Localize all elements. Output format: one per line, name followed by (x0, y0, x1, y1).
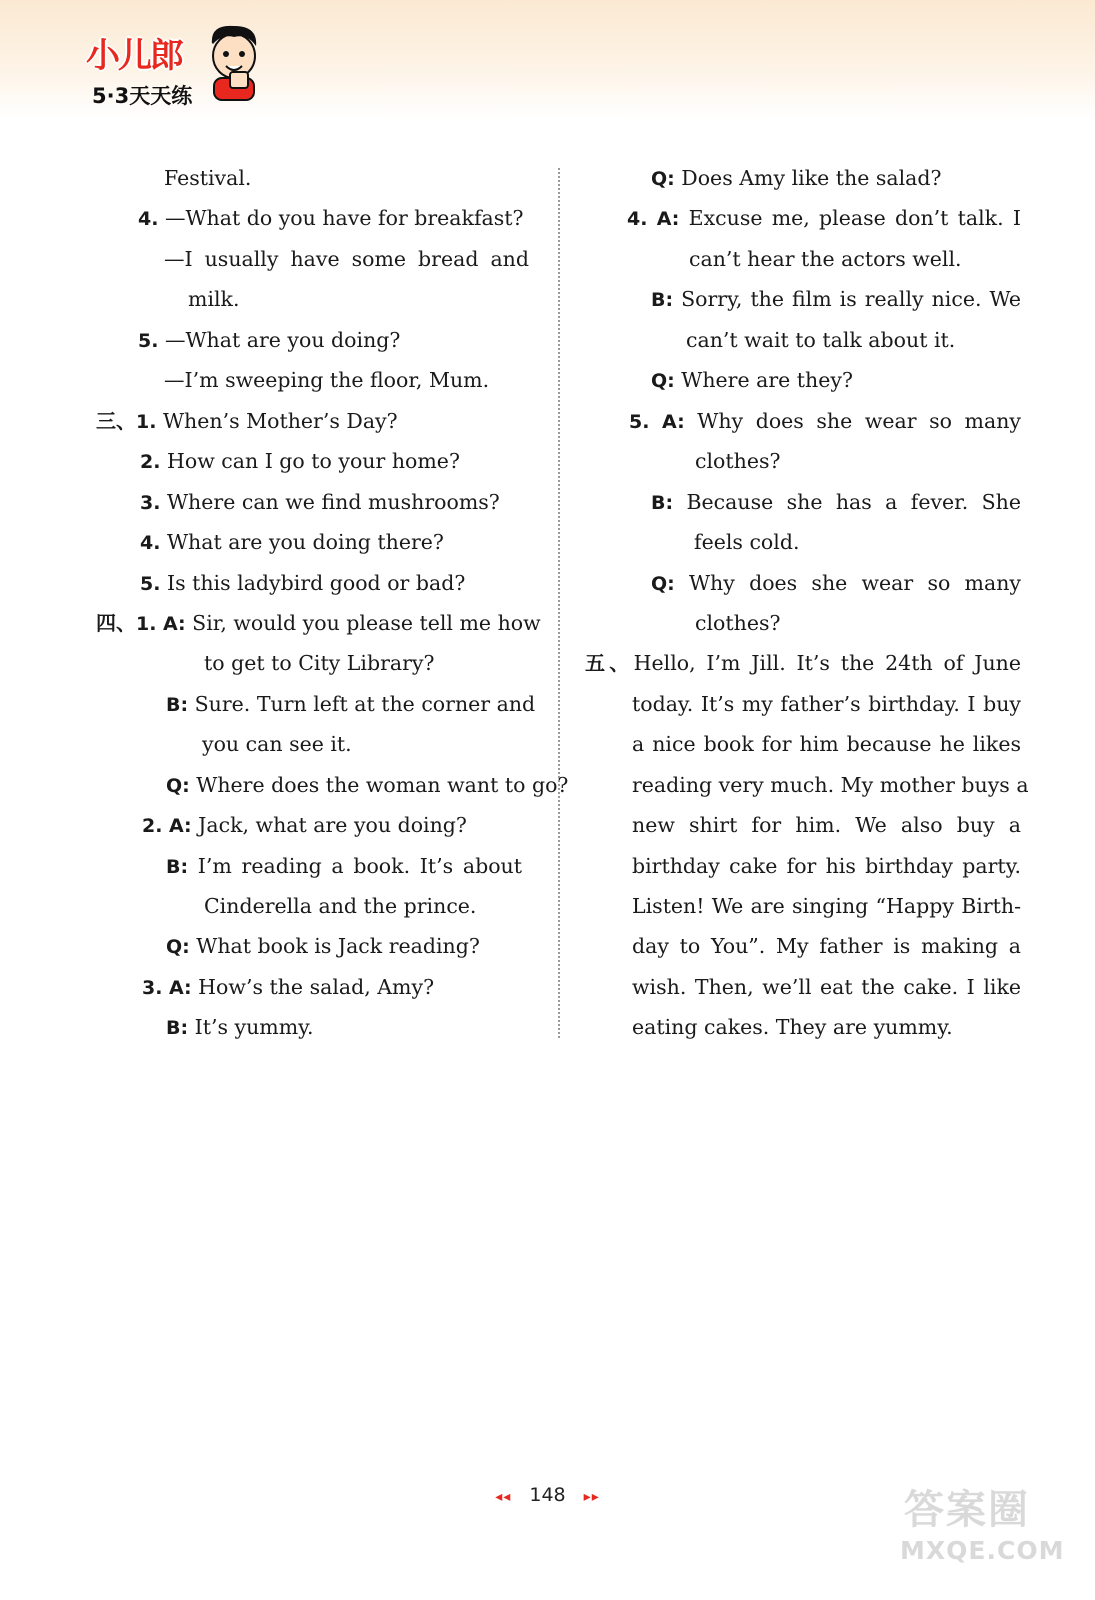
passage-line-10: eating cakes. They are yummy. (632, 1015, 953, 1039)
passage-line-3: a nice book for him because he likes (632, 732, 1021, 756)
section-3-item-1: 三、1. When’s Mother’s Day? (96, 409, 398, 433)
passage-line-6: birthday cake for his birthday party. (632, 854, 1021, 878)
q4-answer-1: —I usually have some bread and (164, 247, 529, 271)
passage-line-9: wish. Then, we’ll eat the cake. I like (632, 975, 1021, 999)
dialog-2-b-line-2: Cinderella and the prince. (204, 894, 477, 918)
next-arrows-icon: ▸▸ (583, 1489, 600, 1505)
site-watermark (900, 1478, 1070, 1578)
q4-prompt: 4. —What do you have for breakfast? (138, 206, 524, 230)
dialog-4-b-line-2: can’t wait to talk about it. (686, 328, 956, 352)
dialog-2-b-line-1: B: I’m reading a book. It’s about (166, 854, 522, 878)
dialog-1-a-line-2: to get to City Library? (204, 651, 435, 675)
dialog-4-a-line-2: can’t hear the actors well. (689, 247, 962, 271)
dialog-3-b: B: It’s yummy. (166, 1015, 314, 1039)
q5-answer: —I’m sweeping the floor, Mum. (164, 368, 490, 392)
prev-arrows-icon: ◂◂ (495, 1489, 512, 1505)
section-3-item-4: 4. What are you doing there? (140, 530, 444, 554)
dialog-1-b-line-2: you can see it. (202, 732, 352, 756)
passage-line-8: day to You”. My father is making a (632, 934, 1021, 958)
section-3-item-2: 2. How can I go to your home? (140, 449, 460, 473)
column-divider (558, 168, 560, 1038)
section-5-label: 五、 (585, 651, 634, 675)
passage-line-5: new shirt for him. We also buy a (632, 813, 1021, 837)
dialog-5-question-line-1: Q: Why does she wear so many (651, 571, 1021, 595)
dialog-5-a-line-2: clothes? (695, 449, 781, 473)
dialog-5-question-line-2: clothes? (695, 611, 781, 635)
dialog-2-a: 2. A: Jack, what are you doing? (142, 813, 467, 837)
page-number: 148 (529, 1484, 566, 1506)
passage-line-7: Listen! We are singing “Happy Birth- (632, 894, 1021, 918)
dialog-1-a-line-1: 四、1. A: Sir, would you please tell me how (96, 611, 541, 635)
passage-line-2: today. It’s my father’s birthday. I buy (632, 692, 1021, 716)
watermark-logo-text: 答案圈 (904, 1487, 1030, 1533)
dialog-4-a-line-1: 4. A: Excuse me, please don’t talk. I (627, 206, 1021, 230)
section-3-item-5: 5. Is this ladybird good or bad? (140, 571, 466, 595)
q5-prompt: 5. —What are you doing? (138, 328, 401, 352)
line-festival: Festival. (164, 166, 252, 190)
dialog-1-b-line-1: B: Sure. Turn left at the corner and (166, 692, 536, 716)
watermark-url: MXQE.COM (900, 1536, 1065, 1565)
dialog-2-question: Q: What book is Jack reading? (166, 934, 480, 958)
dialog-5-b-line-1: B: Because she has a fever. She (651, 490, 1021, 514)
mascot-boy-icon (204, 22, 264, 102)
dialog-4-b-line-1: B: Sorry, the film is really nice. We (651, 287, 1021, 311)
dialog-3-a: 3. A: How’s the salad, Amy? (142, 975, 435, 999)
logo-main-text: 小儿郎 (86, 36, 182, 76)
dialog-5-b-line-2: feels cold. (694, 530, 800, 554)
section-3-label: 三、 (96, 409, 136, 433)
passage-line-4: reading very much. My mother buys a (632, 773, 1029, 797)
q4-answer-2: milk. (188, 287, 240, 311)
section-4-label: 四、 (96, 611, 136, 635)
dialog-5-a-line-1: 5. A: Why does she wear so many (629, 409, 1021, 433)
dialog-4-question: Q: Where are they? (651, 368, 853, 392)
dialog-3-question: Q: Does Amy like the salad? (651, 166, 942, 190)
section-3-item-3: 3. Where can we find mushrooms? (140, 490, 500, 514)
logo-sub-text: 5·3天天练 (92, 84, 193, 108)
publisher-logo (86, 28, 276, 112)
dialog-1-question: Q: Where does the woman want to go? (166, 773, 569, 797)
header-band (0, 0, 1095, 120)
passage-line-1: 五、Hello, I’m Jill. It’s the 24th of June (585, 651, 1021, 675)
